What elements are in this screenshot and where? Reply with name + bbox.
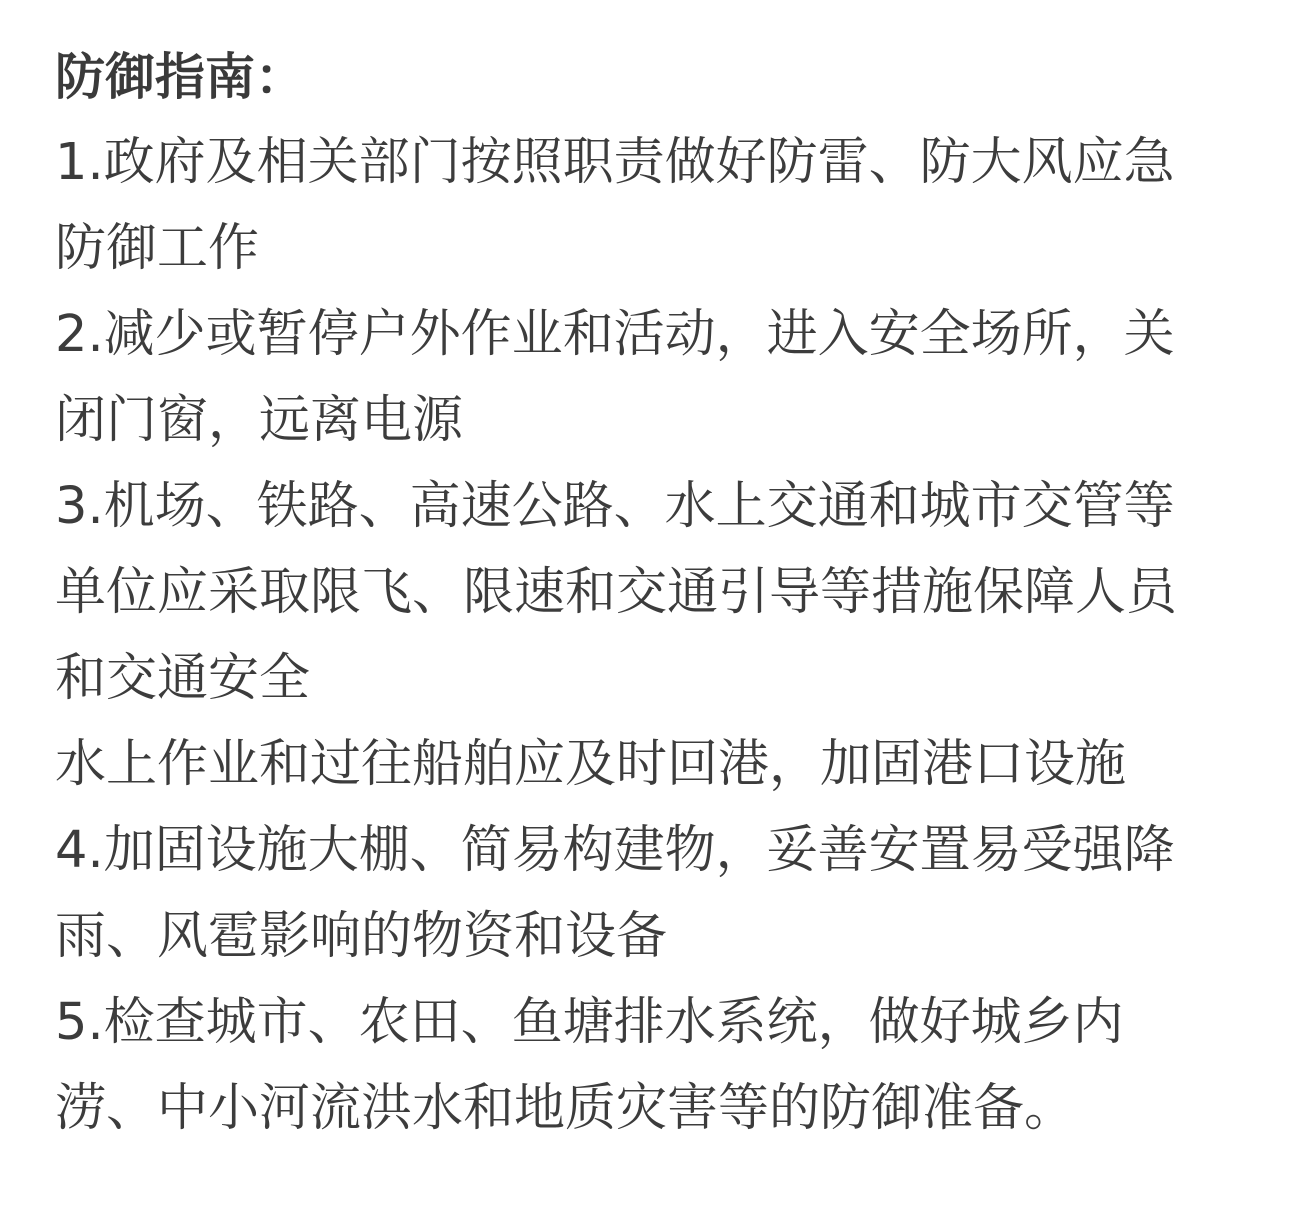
text-line-3: 2.减少或暂停户外作业和活动，进入安全场所，关 (55, 305, 1175, 364)
text-line-11: 5.检查城市、农田、鱼塘排水系统，做好城乡内 (55, 993, 1124, 1052)
text-line-12: 涝、中小河流洪水和地质灾害等的防御准备。 (55, 1079, 1076, 1138)
text-line-10: 雨、风雹影响的物资和设备 (55, 907, 668, 966)
text-line-7: 和交通安全 (55, 649, 311, 708)
text-line-9: 4.加固设施大棚、简易构建物，妥善安置易受强降 (55, 821, 1175, 880)
text-line-4: 闭门窗，远离电源 (55, 391, 464, 450)
guide-title: 防御指南： (55, 48, 305, 106)
text-line-2: 防御工作 (55, 219, 260, 278)
text-line-5: 3.机场、铁路、高速公路、水上交通和城市交管等 (55, 477, 1175, 536)
text-line-1: 1.政府及相关部门按照职责做好防雷、防大风应急 (55, 133, 1175, 192)
text-line-8: 水上作业和过往船舶应及时回港，加固港口设施 (55, 735, 1127, 794)
text-line-6: 单位应采取限飞、限速和交通引导等措施保障人员 (55, 563, 1178, 622)
defense-guide-document (55, 34, 1255, 1152)
